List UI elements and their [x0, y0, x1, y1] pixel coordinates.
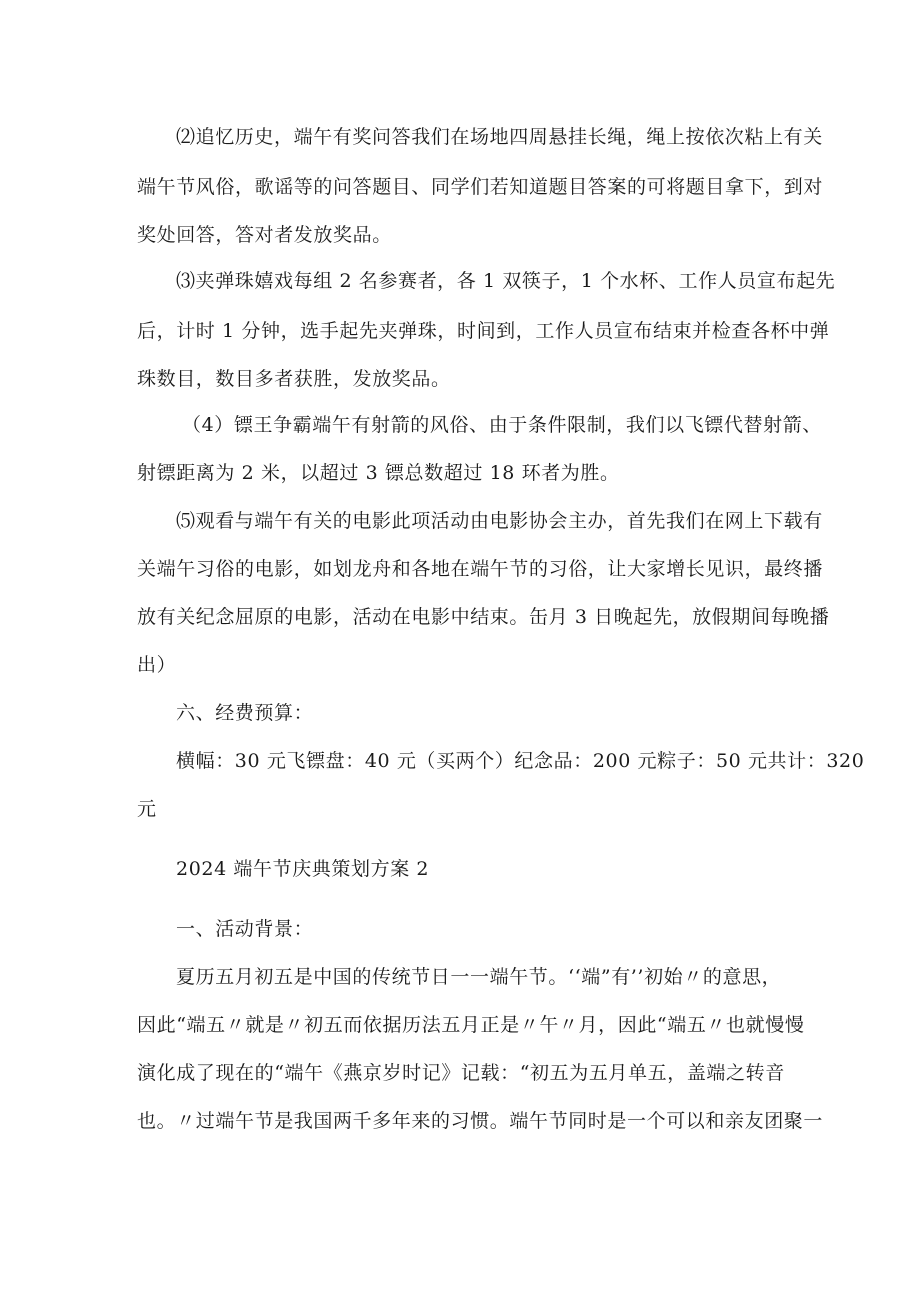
paragraph-1-line-3: 奖处回答，答对者发放奖品。	[137, 224, 392, 246]
paragraph-2-line-3: 珠数目，数目多者获胜，发放奖品。	[137, 368, 451, 390]
paragraph-2-line-1: ⑶夹弹珠嬉戏每组 2 名参赛者，各 1 双筷子，1 个水杯、工作人员宣布起先	[176, 270, 836, 292]
section-heading-budget: 六、经费预算：	[176, 702, 314, 724]
paragraph-1-line-2: 端午节风俗，歌谣等的问答题目、同学们若知道题目答案的可将题目拿下，到对	[137, 176, 824, 198]
plan-title: 2024 端午节庆典策划方案 2	[176, 858, 430, 880]
paragraph-4-line-3: 放有关纪念屈原的电影，活动在电影中结束。缶月 3 日晚起先，放假期间每晚播	[137, 606, 830, 628]
paragraph-4-line-2: 关端午习俗的电影，如划龙舟和各地在端午节的习俗，让大家增长见识，最终播	[137, 558, 824, 580]
background-line-4: 也。〃过端午节是我国两千多年来的习惯。端午节同时是一个可以和亲友团聚一	[137, 1110, 824, 1132]
background-line-2: 因此“端五〃就是〃初五而依据历法五月正是〃午〃月，因此“端五〃也就慢慢	[137, 1014, 805, 1036]
paragraph-1-line-1: ⑵追忆历史，端午有奖问答我们在场地四周悬挂长绳，绳上按依次粘上有关	[176, 126, 823, 148]
section-heading-background: 一、活动背景：	[176, 918, 314, 940]
budget-line-1: 横幅：30 元飞镖盘：40 元（买两个）纪念品：200 元粽子：50 元共计：320	[176, 750, 865, 772]
paragraph-3-line-1: （4）镖王争霸端午有射箭的风俗、由于条件限制，我们以飞镖代替射箭、	[182, 414, 822, 436]
background-line-1: 夏历五月初五是中国的传统节日一一端午节。‘‘端”有’’初始〃的意思，	[176, 966, 782, 988]
paragraph-2-line-2: 后，计时 1 分钟，选手起先夹弹珠，时间到，工作人员宣布结束并检查各杯中弹	[137, 320, 830, 342]
budget-line-2: 元	[137, 798, 157, 820]
paragraph-4-line-1: ⑸观看与端午有关的电影此项活动由电影协会主办，首先我们在网上下载有	[176, 510, 823, 532]
background-line-3: 演化成了现在的“端午《燕京岁时记》记载：“初五为五月单五，盖端之转音	[137, 1062, 785, 1084]
paragraph-4-line-4: 出）	[137, 654, 177, 676]
paragraph-3-line-2: 射镖距离为 2 米，以超过 3 镖总数超过 18 环者为胜。	[137, 462, 620, 484]
